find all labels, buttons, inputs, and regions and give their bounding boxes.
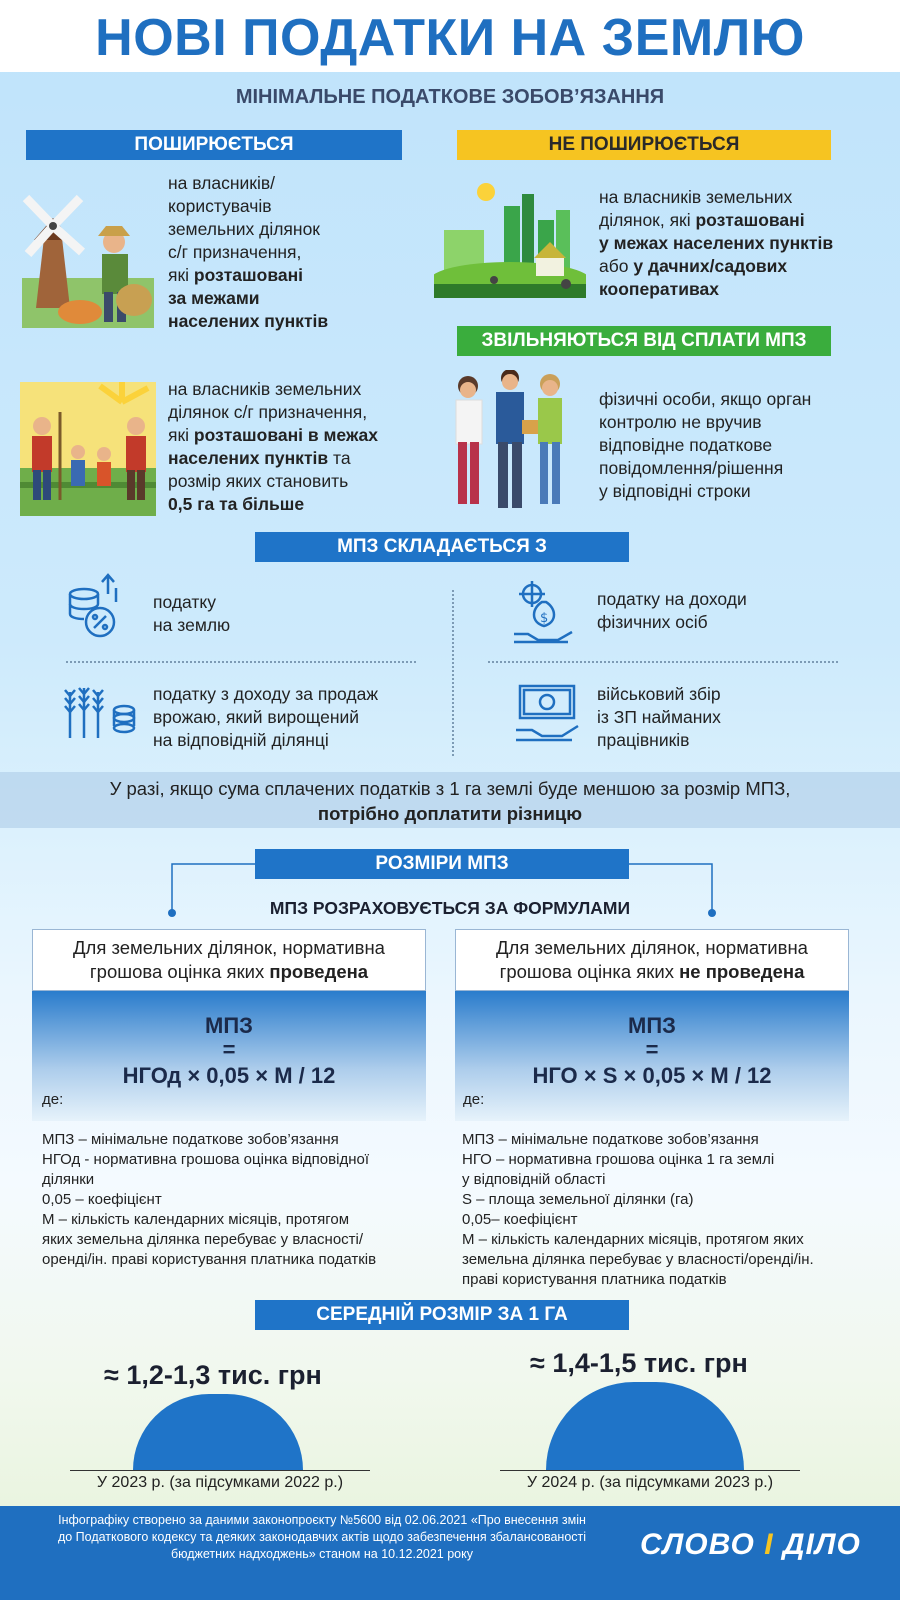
applies-bar: ПОШИРЮЄТЬСЯ — [26, 130, 402, 160]
average-2024-value: ≈ 1,4-1,5 тис. грн — [530, 1348, 748, 1378]
formula-right-head: Для земельних ділянок, нормативна грошова оцінка яких не проведена — [455, 929, 849, 991]
formula-left-where: де: — [42, 1091, 64, 1108]
average-2023-label: У 2023 р. (за підсумками 2022 р.) — [96, 1474, 344, 1491]
farmer-family-illustration — [20, 382, 156, 516]
income-tax-icon — [510, 580, 580, 646]
formula-right-rhs: НГО × S × 0,05 × М / 12 — [532, 1063, 772, 1088]
formula-left-box — [32, 991, 426, 1121]
average-2024-label: У 2024 р. (за підсумками 2023 р.) — [526, 1474, 774, 1491]
divider — [66, 661, 416, 663]
not-applies-bar: НЕ ПОШИРЮЄТЬСЯ — [457, 130, 831, 160]
average-bar: СЕРЕДНІЙ РОЗМІР ЗА 1 ГА — [255, 1300, 629, 1330]
formula-right-where: де: — [463, 1091, 485, 1108]
people-illustration — [438, 370, 588, 512]
footer — [0, 1506, 900, 1600]
formula-right-explanation: МПЗ – мінімальне податкове зобов’язання НГО – нормативна грошова оцінка 1 га землі у відповідній області S – площа земельної ділянки (га) 0,05– коефіцієнт М – кількість календарних місяців, протягом яких земельна ділянка перебуває у власності/оренді/ін. праві користування платника податків — [462, 1131, 814, 1288]
logo: СЛОВО І ДІЛО — [640, 1528, 861, 1561]
note-band: У разі, якщо сума сплачених податків з 1 га землі буде меншою за розмір МПЗ, потрібно доплатити різницю — [0, 772, 900, 828]
formula-left-lhs: МПЗ — [205, 1013, 253, 1038]
windmill-farmer-illustration — [22, 188, 154, 328]
not-applies-text: на власників земельних ділянок, які розташовані у межах населених пунктів або у дачних/садових кооперативах — [599, 187, 834, 299]
formula-right-eq: = — [645, 1037, 659, 1062]
exempt-text: фізичні особи, якщо орган контролю не вручив відповідне податкове повідомлення/рішення у відповідні строки — [599, 389, 812, 501]
formula-left-head: Для земельних ділянок, нормативна грошова оцінка яких проведена — [32, 929, 426, 991]
baseline — [70, 1470, 370, 1471]
baseline — [500, 1470, 800, 1471]
applies-item2-text: на власників земельних ділянок с/г призначення, які розташовані в межах населених пунктів та розмір яких становить 0,5 га та більше — [168, 379, 379, 514]
formula-right-box — [455, 991, 849, 1121]
consists-item2-text: податку на доходи фізичних осіб — [597, 589, 747, 632]
land-tax-icon — [64, 572, 126, 644]
consists-bar: МПЗ СКЛАДАЄТЬСЯ З — [255, 532, 629, 562]
divider — [452, 590, 454, 756]
consists-item1-text: податку на землю — [153, 592, 231, 635]
footer-source: Інфографіку створено за даними законопроєкту №5600 від 02.06.2021 «Про внесення змін до Податкового кодексу та деяких законодавчих актів щодо забезпечення збалансованості бюджетних надходжень» станом на 10.12.2021 року — [57, 1513, 587, 1561]
subtitle: МІНІМАЛЬНЕ ПОДАТКОВЕ ЗОБОВ’ЯЗАННЯ — [235, 86, 665, 108]
applies-item1-text: на власників/ користувачів земельних ділянок с/г призначення, які розташовані за межами населених пунктів — [168, 173, 329, 331]
formula-left-explanation: МПЗ – мінімальне податкове зобов’язання НГОд - нормативна грошова оцінка відповідної ділянки 0,05 – коефіцієнт М – кількість календарних місяців, протягом яких земельна ділянка перебуває у власності/ оренді/ін. праві користування платника податків — [42, 1131, 377, 1268]
svg-text:$: $ — [540, 611, 549, 626]
formula-left-eq: = — [222, 1037, 236, 1062]
formula-left-rhs: НГОд × 0,05 × М / 12 — [122, 1063, 336, 1088]
divider — [488, 661, 838, 663]
average-2023-semicircle — [133, 1394, 303, 1470]
military-fee-icon — [514, 684, 580, 746]
exempt-bar: ЗВІЛЬНЯЮТЬСЯ ВІД СПЛАТИ МПЗ — [457, 326, 831, 356]
consists-item3-text: податку з доходу за продаж врожаю, який вирощений на відповідній ділянці — [153, 684, 379, 750]
city-village-illustration — [434, 180, 586, 298]
wheat-coins-icon — [62, 684, 138, 740]
header — [0, 0, 900, 72]
average-2024-semicircle — [546, 1382, 744, 1470]
sizes-bar: РОЗМІРИ МПЗ — [255, 849, 629, 879]
formulas-title: МПЗ РОЗРАХОВУЄТЬСЯ ЗА ФОРМУЛАМИ — [269, 898, 631, 918]
consists-item4-text: військовий збір із ЗП найманих працівників — [597, 684, 721, 750]
page-title: НОВІ ПОДАТКИ НА ЗЕМЛЮ — [95, 9, 805, 67]
formula-right-lhs: МПЗ — [628, 1013, 676, 1038]
average-2023-value: ≈ 1,2-1,3 тис. грн — [104, 1360, 322, 1390]
